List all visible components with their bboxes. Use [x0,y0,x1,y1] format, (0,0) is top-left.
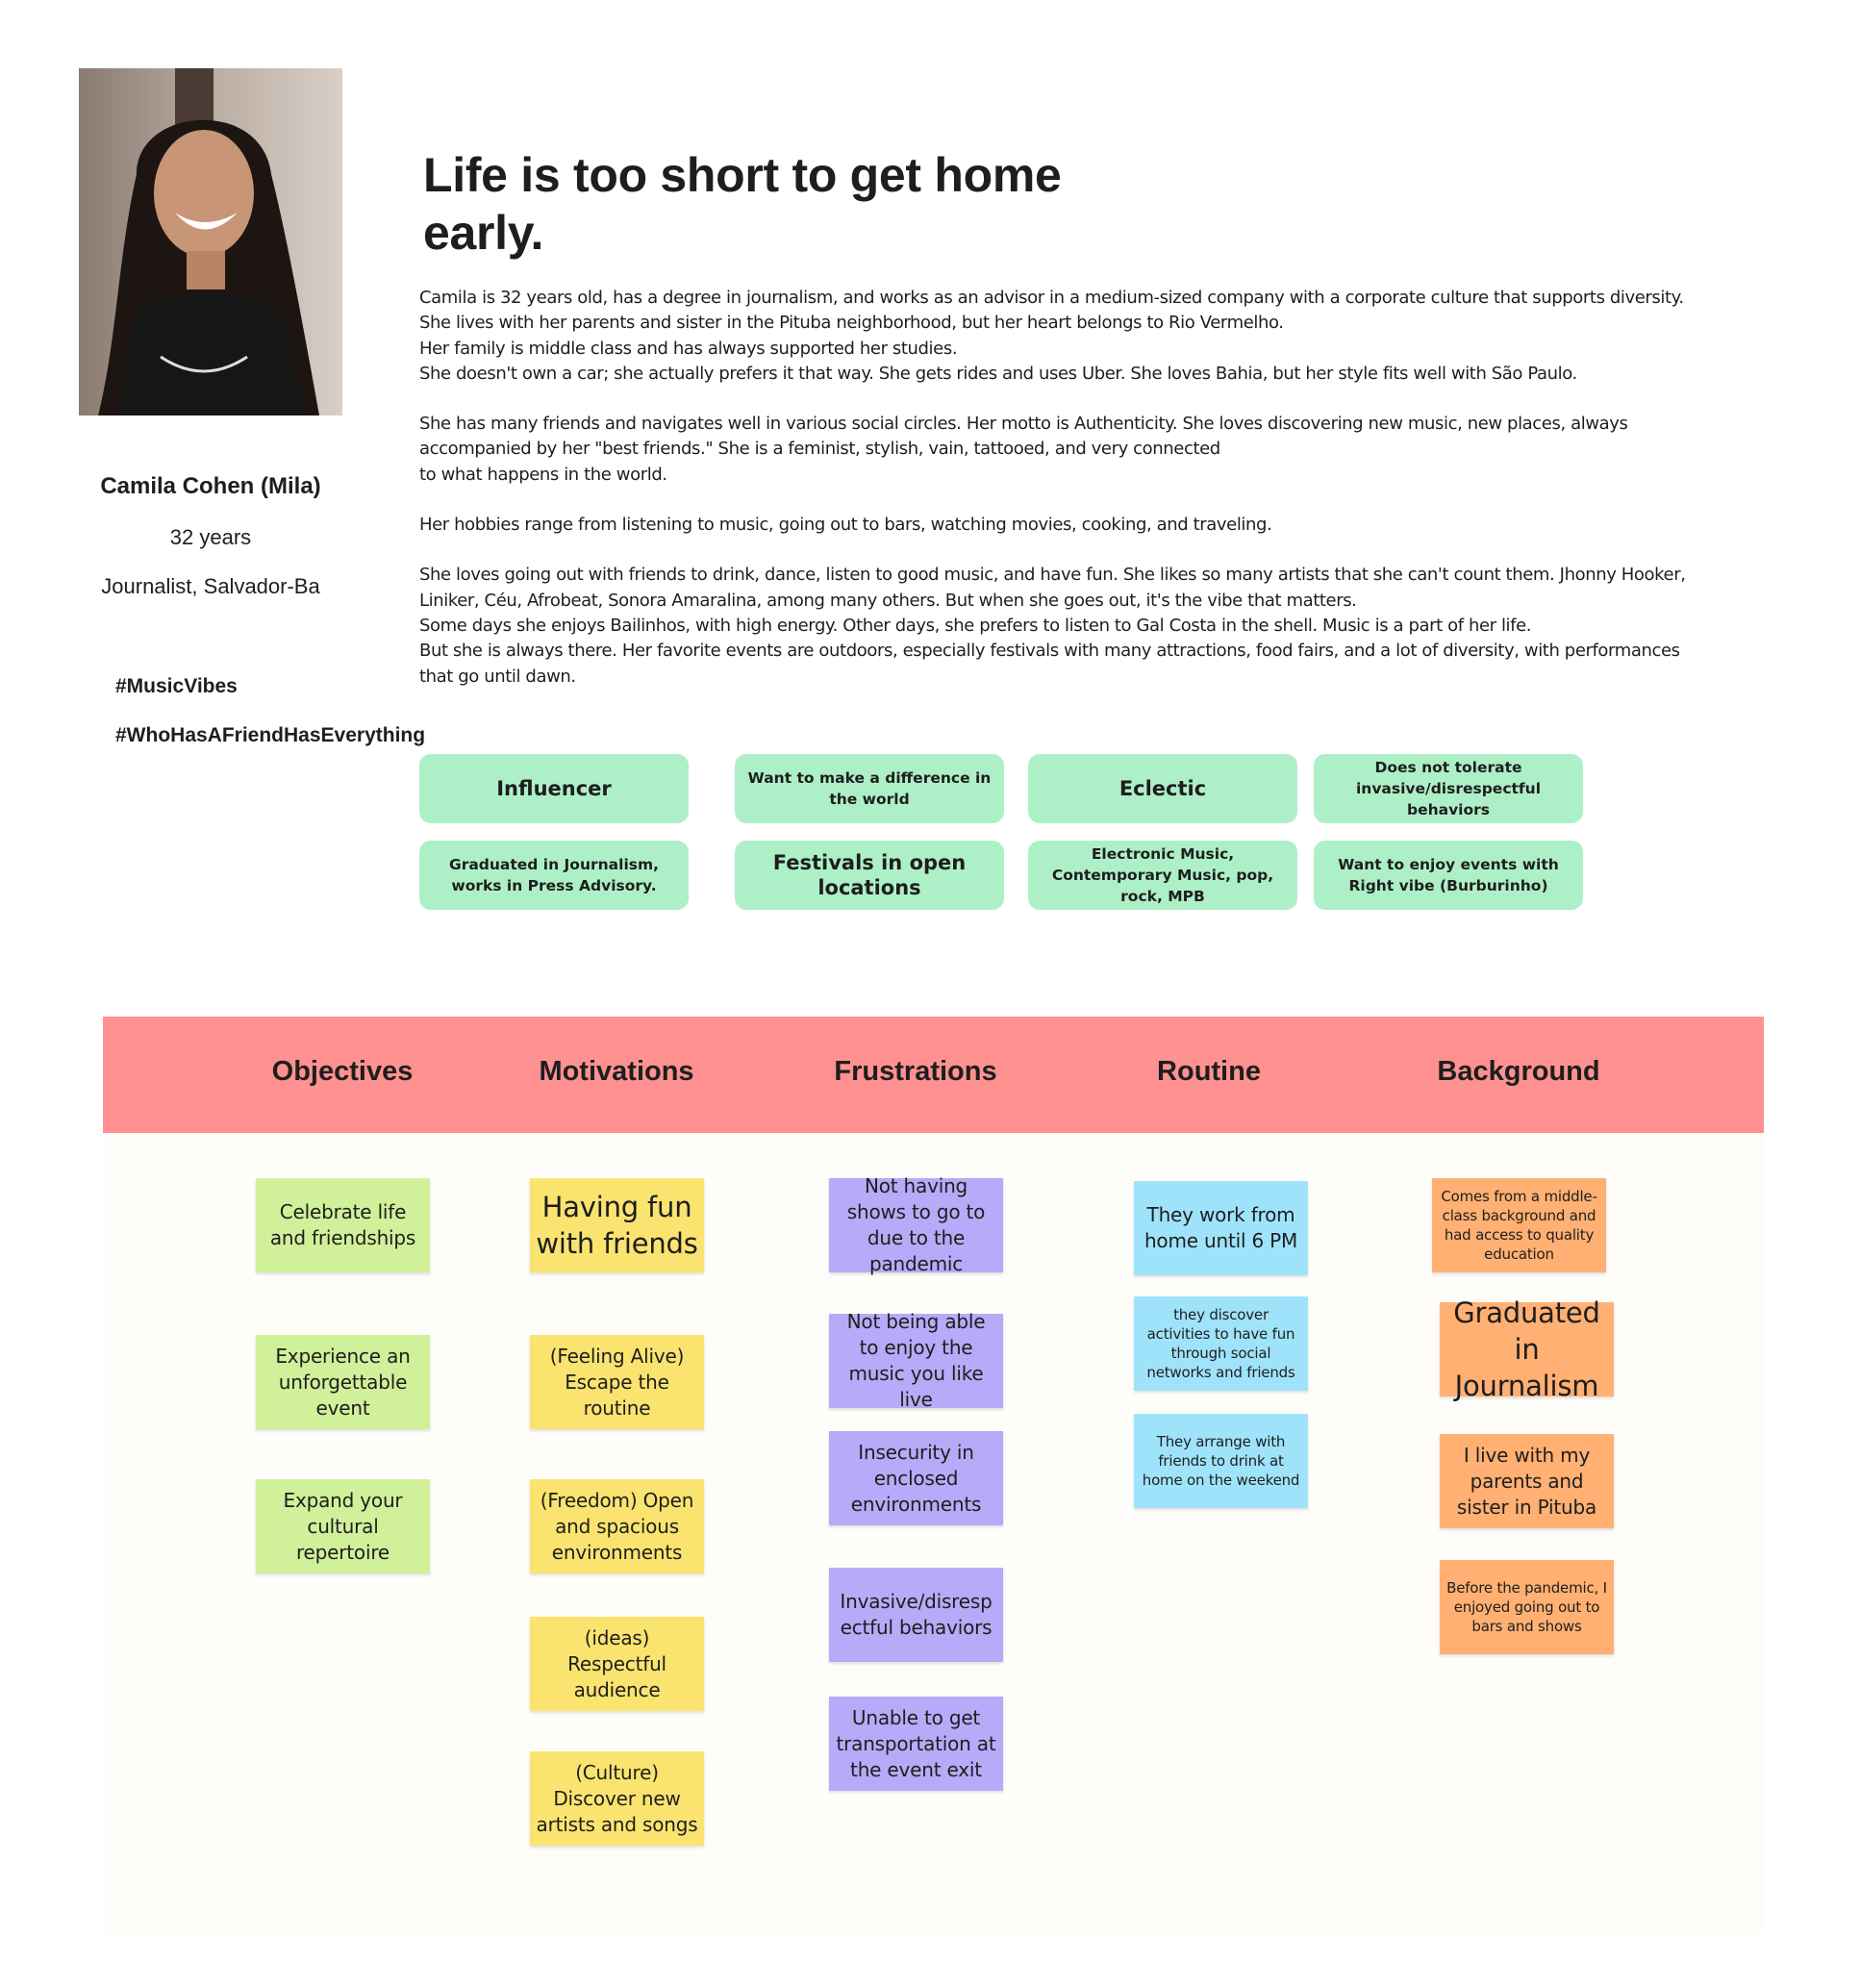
sticky-note-frustration: Invasive/disresp ectful behaviors [829,1568,1003,1662]
sticky-note-background: Before the pandemic, I enjoyed going out to bars and shows [1440,1560,1614,1654]
bio-line: accompanied by her "best friends." She is a feminist, stylish, vain, tattooed, and very connected [419,439,1220,460]
sticky-note-motivation: (Feeling Alive) Escape the routine [530,1335,704,1429]
column-title-routine: Routine [1157,1056,1261,1087]
headline-line: Life is too short to get home [423,148,1062,202]
bio-line: But she is always there. Her favorite events are outdoors, especially festivals with many attractions, food fairs, and a lot of diversity, with performances [419,641,1680,662]
persona-age: 32 years [169,525,252,549]
bio-line: Liniker, Céu, Afrobeat, Sonora Amaralina, among many others. But when she goes out, it's the vibe that matters. [419,590,1357,611]
column-title-objectives: Objectives [271,1056,414,1087]
bio-paragraph [419,412,1689,488]
sticky-note-motivation: (Culture) Discover new artists and songs [530,1751,704,1846]
sticky-note-routine: They work from home until 6 PM [1134,1181,1308,1275]
sticky-note-objective: Experience an unforgettable event [256,1335,430,1429]
bio-line: She has many friends and navigates well in various social circles. Her motto is Authenticity. She loves discovering new music, new places, always [419,414,1628,435]
sticky-note-frustration: Not being able to enjoy the music you like live [829,1314,1003,1408]
bio-line: to what happens in the world. [419,464,667,485]
persona-name: Camila Cohen (Mila) [100,473,321,499]
column-title-background: Background [1437,1056,1600,1087]
column-title-frustrations: Frustrations [834,1056,997,1087]
bio-line: Camila is 32 years old, has a degree in journalism, and works as an advisor in a medium-sized company with a corporate culture that supports diversity. [419,288,1684,308]
bio-line: She lives with her parents and sister in the Pituba neighborhood, but her heart belongs to Rio Vermelho. [419,313,1284,334]
persona-occupation: Journalist, Salvador-Ba [101,574,320,598]
trait-tag: Eclectic [1028,754,1297,823]
trait-tag: Does not tolerate invasive/disrespectful behaviors [1314,754,1583,823]
sticky-note-routine: They arrange with friends to drink at home on the weekend [1134,1414,1308,1508]
sticky-note-objective: Celebrate life and friendships [256,1178,430,1272]
sticky-note-motivation: (ideas) Respectful audience [530,1617,704,1711]
trait-tag: Want to enjoy events with Right vibe (Burburinho) [1314,841,1583,910]
bio-paragraph [419,563,1689,689]
sticky-note-frustration: Insecurity in enclosed environments [829,1431,1003,1525]
sticky-note-frustration: Not having shows to go to due to the pandemic [829,1178,1003,1272]
sticky-note-background: Graduated in Journalism [1440,1302,1614,1397]
trait-tag: Influencer [419,754,689,823]
trait-tag: Graduated in Journalism, works in Press Advisory. [419,841,689,910]
persona-headline [423,146,1116,262]
persona-photo [79,68,342,415]
sticky-note-motivation: (Freedom) Open and spacious environments [530,1479,704,1573]
trait-tag: Festivals in open locations [735,841,1004,910]
bio-line: Some days she enjoys Bailinhos, with high energy. Other days, she prefers to listen to Gal Costa in the shell. Music is a part of her life. [419,615,1532,636]
sticky-note-background: I live with my parents and sister in Pituba [1440,1434,1614,1528]
persona-bio [419,286,1689,715]
column-title-motivations: Motivations [539,1056,694,1087]
bio-paragraph [419,513,1689,538]
bio-line: Her hobbies range from listening to music, going out to bars, watching movies, cooking, and traveling. [419,515,1272,536]
bio-paragraph [419,286,1689,387]
bio-line: Her family is middle class and has always supported her studies. [419,338,958,359]
hashtag: #MusicVibes [115,675,238,697]
sticky-note-objective: Expand your cultural repertoire [256,1479,430,1573]
trait-tag: Electronic Music, Contemporary Music, pop, rock, MPB [1028,841,1297,910]
bio-line: She loves going out with friends to drink, dance, listen to good music, and have fun. She likes so many artists that she can't count them. Jhonny Hooker, [419,565,1686,586]
sticky-note-frustration: Unable to get transportation at the event exit [829,1697,1003,1791]
sticky-note-motivation: Having fun with friends [530,1178,704,1272]
bio-line: that go until dawn. [419,666,576,687]
trait-tag: Want to make a difference in the world [735,754,1004,823]
sticky-note-routine: they discover activities to have fun through social networks and friends [1134,1296,1308,1391]
headline-line: early. [423,206,544,260]
sticky-note-background: Comes from a middle-class background and had access to quality education [1432,1178,1606,1272]
hashtag: #WhoHasAFriendHasEverything [115,724,426,746]
bio-line: She doesn't own a car; she actually prefers it that way. She gets rides and uses Uber. She loves Bahia, but her style fits well with São Paulo. [419,363,1577,384]
